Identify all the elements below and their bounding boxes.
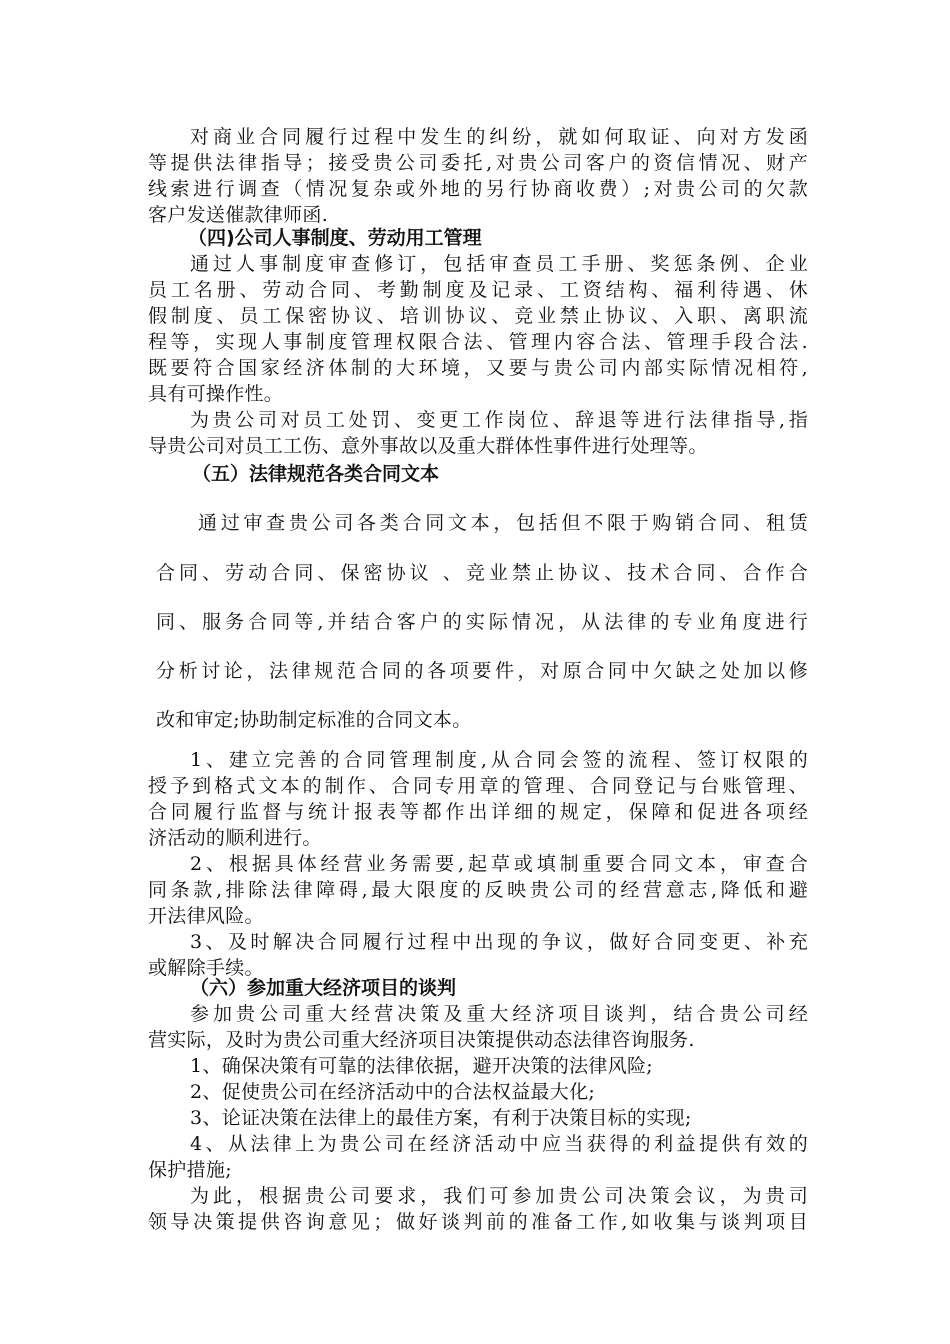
section-heading: （六）参加重大经济项目的谈判 xyxy=(190,977,457,999)
section-heading: （四)公司人事制度、劳动用工管理 xyxy=(188,227,482,249)
paragraph-line: 分析讨论，法律规范合同的各项要件，对原合同中欠缺之处加以修 xyxy=(156,660,808,682)
paragraph-line: 线索进行调查（情况复杂或外地的另行协商收费）;对贵公司的欠款 xyxy=(148,178,808,200)
paragraph-line: 为此，根据贵公司要求，我们可参加贵公司决策会议，为贵司 xyxy=(190,1185,808,1207)
list-item: 3、论证决策在法律上的最佳方案，有利于决策目标的实现; xyxy=(190,1107,692,1129)
paragraph-line: 导贵公司对员工工伤、意外事故以及重大群体性事件进行处理等。 xyxy=(148,435,708,457)
paragraph-line: 改和审定;协助制定标准的合同文本。 xyxy=(156,709,472,731)
paragraph-line: 程等，实现人事制度管理权限合法、管理内容合法、管理手段合法. xyxy=(148,331,808,353)
list-item: 2、促使贵公司在经济活动中的合法权益最大化; xyxy=(190,1081,596,1103)
paragraph-line: 客户发送催款律师函. xyxy=(148,204,329,226)
paragraph-line: 或解除手续。 xyxy=(148,957,264,979)
paragraph-line: 同条款,排除法律障碍,最大限度的反映贵公司的经营意志,降低和避 xyxy=(148,879,808,901)
section-heading: （五）法律规范各类合同文本 xyxy=(192,463,440,485)
paragraph-line: 员工名册、劳动合同、考勤制度及记录、工资结构、福利待遇、休 xyxy=(148,279,808,301)
paragraph-line: 营实际，及时为贵公司重大经济项目决策提供动态法律咨询服务. xyxy=(148,1029,695,1051)
paragraph-line: 合同、劳动合同、保密协议 、竞业禁止协议、技术合同、合作合 xyxy=(156,562,808,584)
paragraph-line: 4、从法律上为贵公司在经济活动中应当获得的利益提供有效的 xyxy=(190,1133,808,1155)
paragraph-line: 为贵公司对员工处罚、变更工作岗位、辞退等进行法律指导,指 xyxy=(190,409,808,431)
paragraph-line: 领导决策提供咨询意见；做好谈判前的准备工作,如收集与谈判项目 xyxy=(148,1211,808,1233)
list-item: 1、确保决策有可靠的法律依据，避开决策的法律风险; xyxy=(190,1055,653,1077)
paragraph-line: 保护措施; xyxy=(148,1159,232,1181)
paragraph-line: 通过审查贵公司各类合同文本，包括但不限于购销合同、租赁 xyxy=(198,512,808,534)
paragraph-line: 2、根据具体经营业务需要,起草或填制重要合同文本，审查合 xyxy=(190,853,808,875)
paragraph-line: 参加贵公司重大经营决策及重大经济项目谈判，结合贵公司经 xyxy=(190,1003,808,1025)
paragraph-line: 通过人事制度审查修订，包括审查员工手册、奖惩条例、企业 xyxy=(190,253,808,275)
paragraph-line: 具有可操作性。 xyxy=(148,383,284,405)
paragraph-line: 等提供法律指导；接受贵公司委托,对贵公司客户的资信情况、财产 xyxy=(148,152,808,174)
paragraph-line: 济活动的顺利进行。 xyxy=(148,827,322,849)
paragraph-line: 授予到格式文本的制作、合同专用章的管理、合同登记与台账管理、 xyxy=(148,775,808,797)
paragraph-line: 1、建立完善的合同管理制度,从合同会签的流程、签订权限的 xyxy=(190,749,808,771)
paragraph-line: 合同履行监督与统计报表等都作出详细的规定，保障和促进各项经 xyxy=(148,801,808,823)
paragraph-line: 对商业合同履行过程中发生的纠纷，就如何取证、向对方发函 xyxy=(190,126,808,148)
paragraph-line: 3、及时解决合同履行过程中出现的争议，做好合同变更、补充 xyxy=(190,931,808,953)
paragraph-line: 既要符合国家经济体制的大环境，又要与贵公司内部实际情况相符, xyxy=(148,357,808,379)
paragraph-line: 同、服务合同等,并结合客户的实际情况，从法律的专业角度进行 xyxy=(156,611,808,633)
paragraph-line: 假制度、员工保密协议、培训协议、竞业禁止协议、入职、离职流 xyxy=(148,305,808,327)
paragraph-line: 开法律风险。 xyxy=(148,905,264,927)
